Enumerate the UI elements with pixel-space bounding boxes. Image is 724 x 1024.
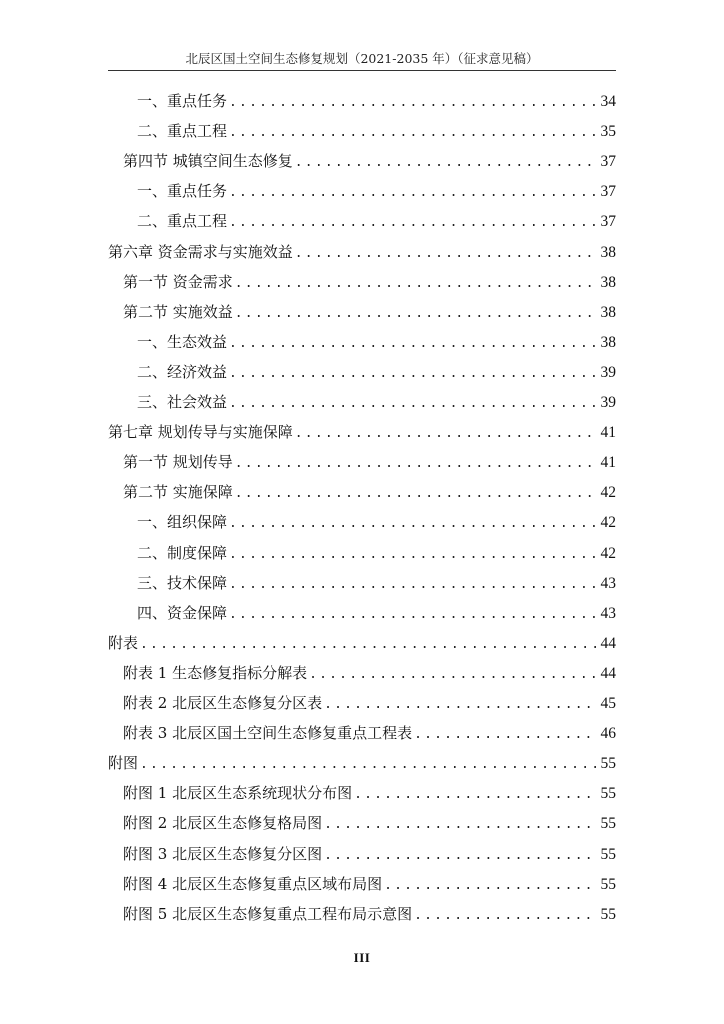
toc-entry-title: 三、技术保障: [137, 574, 228, 592]
toc-entry[interactable]: [123, 721, 616, 745]
toc-entry-title: 二、经济效益: [137, 363, 228, 381]
toc-dot-leader: [324, 693, 596, 717]
toc-dot-leader: [229, 362, 596, 386]
toc-entry-page-number: 42: [600, 545, 616, 562]
toc-entry-title: 二、制度保障: [137, 544, 228, 562]
toc-entry-title: 一、生态效益: [137, 333, 228, 351]
toc-entry[interactable]: [123, 270, 616, 294]
toc-dot-leader: [384, 874, 596, 898]
toc-entry-page-number: 41: [600, 424, 616, 441]
toc-entry-title: 第六章 资金需求与实施效益: [108, 243, 293, 261]
toc-entry-page-number: 38: [600, 274, 616, 291]
toc-entry-page-number: 55: [600, 846, 616, 863]
toc-entry-page-number: 37: [600, 183, 616, 200]
toc-entry-page-number: 55: [600, 785, 616, 802]
toc-entry-title: 附图 3 北辰区生态修复分区图: [123, 845, 323, 863]
toc-entry[interactable]: [137, 510, 616, 534]
toc-entry-title: 附图 2 北辰区生态修复格局图: [123, 814, 323, 832]
toc-entry[interactable]: [137, 209, 616, 233]
toc-entry-title: 第一节 资金需求: [123, 273, 233, 291]
toc-dot-leader: [235, 452, 597, 476]
toc-entry[interactable]: [123, 450, 616, 474]
toc-dot-leader: [229, 543, 596, 567]
toc-entry-page-number: 44: [600, 665, 616, 682]
toc-entry-page-number: 39: [600, 394, 616, 411]
document-running-title: 北辰区国土空间生态修复规划（2021-2035 年）（征求意见稿）: [185, 51, 539, 66]
toc-entry[interactable]: [137, 541, 616, 565]
toc-dot-leader: [229, 512, 596, 536]
toc-entry-title: 第七章 规划传导与实施保障: [108, 423, 293, 441]
toc-entry-page-number: 55: [600, 755, 616, 772]
toc-dot-leader: [295, 151, 597, 175]
toc-entry[interactable]: [137, 89, 616, 113]
page-number: III: [353, 950, 371, 965]
toc-entry-title: 第二节 实施效益: [123, 303, 233, 321]
toc-entry-page-number: 55: [600, 906, 616, 923]
toc-entry[interactable]: [123, 902, 616, 926]
toc-entry-page-number: 34: [600, 93, 616, 110]
toc-entry-title: 第四节 城镇空间生态修复: [123, 152, 293, 170]
toc-entry-title: 三、社会效益: [137, 393, 228, 411]
toc-entry-page-number: 41: [600, 454, 616, 471]
toc-entry-title: 附表 2 北辰区生态修复分区表: [123, 694, 323, 712]
toc-entry-page-number: 42: [600, 514, 616, 531]
toc-dot-leader: [295, 242, 597, 266]
toc-entry[interactable]: [123, 872, 616, 896]
toc-entry[interactable]: [123, 661, 616, 685]
toc-dot-leader: [324, 844, 596, 868]
toc-entry-page-number: 38: [600, 334, 616, 351]
toc-entry-title: 第一节 规划传导: [123, 453, 233, 471]
toc-entry-title: 四、资金保障: [137, 604, 228, 622]
toc-entry-page-number: 38: [600, 244, 616, 261]
toc-entry-title: 附表: [108, 634, 139, 652]
toc-entry-title: 一、重点任务: [137, 182, 228, 200]
toc-entry[interactable]: [137, 571, 616, 595]
toc-dot-leader: [235, 272, 597, 296]
toc-entry-page-number: 38: [600, 304, 616, 321]
toc-dot-leader: [235, 482, 597, 506]
toc-entry[interactable]: [123, 811, 616, 835]
toc-entry[interactable]: [137, 119, 616, 143]
toc-entry[interactable]: [123, 149, 616, 173]
toc-entry[interactable]: [123, 691, 616, 715]
toc-dot-leader: [229, 603, 596, 627]
toc-entry[interactable]: [108, 420, 616, 444]
toc-dot-leader: [140, 753, 596, 777]
toc-dot-leader: [229, 211, 596, 235]
toc-entry-page-number: 39: [600, 364, 616, 381]
toc-dot-leader: [229, 121, 596, 145]
toc-dot-leader: [229, 181, 596, 205]
toc-dot-leader: [295, 422, 597, 446]
toc-entry-page-number: 37: [600, 153, 616, 170]
toc-entry-title: 二、重点工程: [137, 122, 228, 140]
toc-entry[interactable]: [108, 631, 616, 655]
toc-entry[interactable]: [123, 480, 616, 504]
toc-dot-leader: [229, 573, 596, 597]
toc-entry-page-number: 42: [600, 484, 616, 501]
toc-entry[interactable]: [137, 179, 616, 203]
toc-entry[interactable]: [123, 842, 616, 866]
toc-dot-leader: [324, 813, 596, 837]
toc-entry-title: 附图 4 北辰区生态修复重点区域布局图: [123, 875, 383, 893]
toc-entry[interactable]: [137, 360, 616, 384]
toc-entry-title: 附表 3 北辰区国土空间生态修复重点工程表: [123, 724, 413, 742]
toc-dot-leader: [414, 904, 596, 928]
toc-dot-leader: [229, 91, 596, 115]
toc-entry-page-number: 45: [600, 695, 616, 712]
toc-entry-page-number: 43: [600, 575, 616, 592]
toc-dot-leader: [414, 723, 596, 747]
toc-entry-page-number: 55: [600, 876, 616, 893]
toc-dot-leader: [140, 633, 596, 657]
toc-entry[interactable]: [123, 781, 616, 805]
toc-dot-leader: [309, 663, 596, 687]
toc-entry-page-number: 46: [600, 725, 616, 742]
toc-entry[interactable]: [137, 330, 616, 354]
toc-entry[interactable]: [137, 390, 616, 414]
toc-dot-leader: [229, 392, 596, 416]
toc-entry-page-number: 44: [600, 635, 616, 652]
toc-entry-title: 一、重点任务: [137, 92, 228, 110]
toc-dot-leader: [235, 302, 597, 326]
toc-entry-title: 附表 1 生态修复指标分解表: [123, 664, 308, 682]
toc-entry-page-number: 35: [600, 123, 616, 140]
toc-entry[interactable]: [137, 601, 616, 625]
toc-entry-title: 第二节 实施保障: [123, 483, 233, 501]
toc-entry[interactable]: [123, 300, 616, 324]
toc-entry-title: 附图: [108, 754, 139, 772]
toc-entry-title: 一、组织保障: [137, 513, 228, 531]
toc-dot-leader: [229, 332, 596, 356]
toc-entry[interactable]: [108, 240, 616, 264]
toc-entry-page-number: 37: [600, 213, 616, 230]
toc-entry-title: 二、重点工程: [137, 212, 228, 230]
toc-entry[interactable]: [108, 751, 616, 775]
toc-dot-leader: [354, 783, 596, 807]
toc-entry-page-number: 43: [600, 605, 616, 622]
toc-entry-title: 附图 5 北辰区生态修复重点工程布局示意图: [123, 905, 413, 923]
toc-entry-page-number: 55: [600, 815, 616, 832]
toc-entry-title: 附图 1 北辰区生态系统现状分布图: [123, 784, 353, 802]
